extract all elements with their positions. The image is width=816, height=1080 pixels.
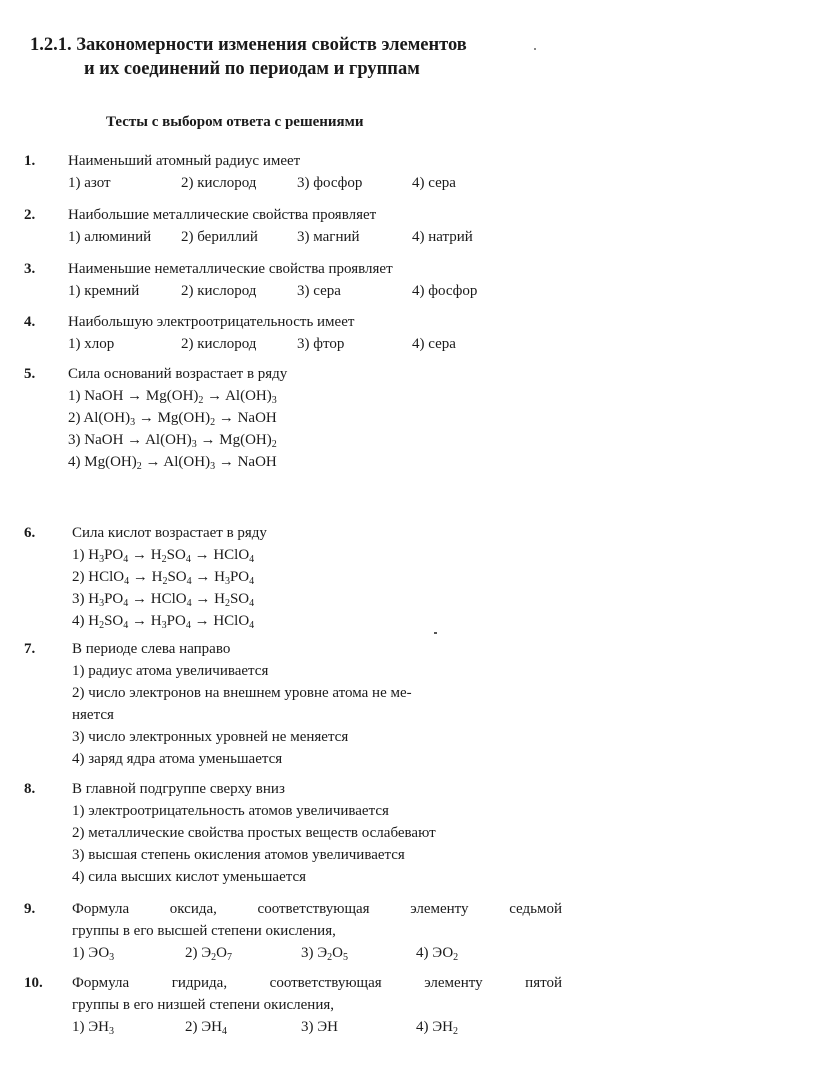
- option: 4) фосфор: [412, 283, 478, 299]
- option: 2) число электронов на внешнем уровне атома не ме-: [72, 685, 412, 701]
- question-number: 7.: [24, 641, 36, 657]
- option: 4) сила высших кислот уменьшается: [72, 869, 307, 885]
- option: 1) электроотрицательность атомов увеличивается: [72, 803, 389, 819]
- question-text: Наибольшие металлические свойства проявляет: [68, 207, 377, 223]
- option: 2) бериллий: [181, 229, 258, 245]
- option: 4) сера: [412, 336, 456, 352]
- question-text: Сила кислот возрастает в ряду: [72, 525, 267, 541]
- option: 3) NaOH → $Al(OH)_3 \to Mg(OH)_2$: [68, 432, 277, 450]
- question-text-continuation: группы в его высшей степени окисления,: [72, 923, 336, 939]
- question-text: В главной подгруппе сверху вниз: [72, 781, 285, 797]
- question-number: 3.: [24, 261, 36, 277]
- option: 2) $Al(OH)_3 \to Mg(OH)_2$ → NaOH: [68, 410, 277, 428]
- option: 1) $ЭО_3$: [72, 945, 115, 963]
- question-text: В периоде слева направо: [72, 641, 231, 657]
- question-text-continuation: группы в его низшей степени окисления,: [72, 997, 335, 1013]
- option: 4) $ЭН_2$: [416, 1019, 458, 1037]
- subtitle: Тесты с выбором ответа с решениями: [106, 114, 364, 130]
- option: 2) металлические свойства простых веществ ослабевают: [72, 825, 436, 841]
- option: 3) ЭН: [301, 1019, 338, 1035]
- option: 4) $Mg(OH)_2 \to Al(OH)_3$ → NaOH: [68, 454, 277, 472]
- question-number: 5.: [24, 366, 36, 382]
- question-number: 2.: [24, 207, 36, 223]
- option: 3) сера: [297, 283, 341, 299]
- option: 1) хлор: [68, 336, 115, 352]
- option: 1) NaOH → $Mg(OH)_2 \to Al(OH)_3$: [68, 388, 277, 406]
- option: 4) $H_2SO_4 \to H_3PO_4$ → HClO$_4$: [72, 613, 255, 631]
- section-title: [30, 33, 467, 81]
- scan-speck: [434, 632, 437, 634]
- option: 4) натрий: [412, 229, 473, 245]
- option: 3) фосфор: [297, 175, 363, 191]
- title-line-1: 1.2.1. Закономерности изменения свойств элементов: [30, 35, 467, 55]
- option: 2) кислород: [181, 336, 257, 352]
- option: 1) алюминий: [68, 229, 152, 245]
- question-number: 1.: [24, 153, 36, 169]
- option: 3) $Э_2О_5$: [301, 945, 348, 963]
- option: 2) HClO$_4$ → $H_2SO_4 \to H_3PO_4$: [72, 569, 255, 587]
- option: 1) радиус атома увеличивается: [72, 663, 269, 679]
- option: 4) сера: [412, 175, 456, 191]
- option: 3) $H_3PO_4$ → HClO$_4$ → $H_2SO_4$: [72, 591, 255, 609]
- option: 1) $H_3PO_4 \to H_2SO_4$ → HClO$_4$: [72, 547, 255, 565]
- question-number: 8.: [24, 781, 36, 797]
- option: 2) кислород: [181, 283, 257, 299]
- question-text: Наибольшую электроотрицательность имеет: [68, 314, 355, 330]
- option: 2) $Э_2О_7$: [185, 945, 232, 963]
- option: 3) фтор: [297, 336, 345, 352]
- question-text: Формула гидрида, соответствующая элементу пятой: [72, 975, 562, 991]
- question-number: 6.: [24, 525, 36, 541]
- question-number: 10.: [24, 975, 43, 991]
- option: 2) $ЭН_4$: [185, 1019, 227, 1037]
- question-text: Сила оснований возрастает в ряду: [68, 366, 288, 382]
- title-line-2: и их соединений по периодам и группам: [84, 59, 420, 79]
- option-continuation: няется: [72, 707, 114, 723]
- option: 3) высшая степень окисления атомов увеличивается: [72, 847, 405, 863]
- option: 1) кремний: [68, 283, 140, 299]
- question-text: Наименьший атомный радиус имеет: [68, 153, 301, 169]
- option: 3) число электронных уровней не меняется: [72, 729, 349, 745]
- option: 4) заряд ядра атома уменьшается: [72, 751, 283, 767]
- option: 4) $ЭО_2$: [416, 945, 459, 963]
- option: 1) азот: [68, 175, 111, 191]
- scan-speck: [534, 48, 536, 50]
- option: 1) $ЭН_3$: [72, 1019, 114, 1037]
- option: 2) кислород: [181, 175, 257, 191]
- question-text: Формула оксида, соответствующая элементу седьмой: [72, 901, 562, 917]
- question-number: 4.: [24, 314, 36, 330]
- option: 3) магний: [297, 229, 360, 245]
- question-number: 9.: [24, 901, 36, 917]
- question-text: Наименьшие неметаллические свойства проявляет: [68, 261, 393, 277]
